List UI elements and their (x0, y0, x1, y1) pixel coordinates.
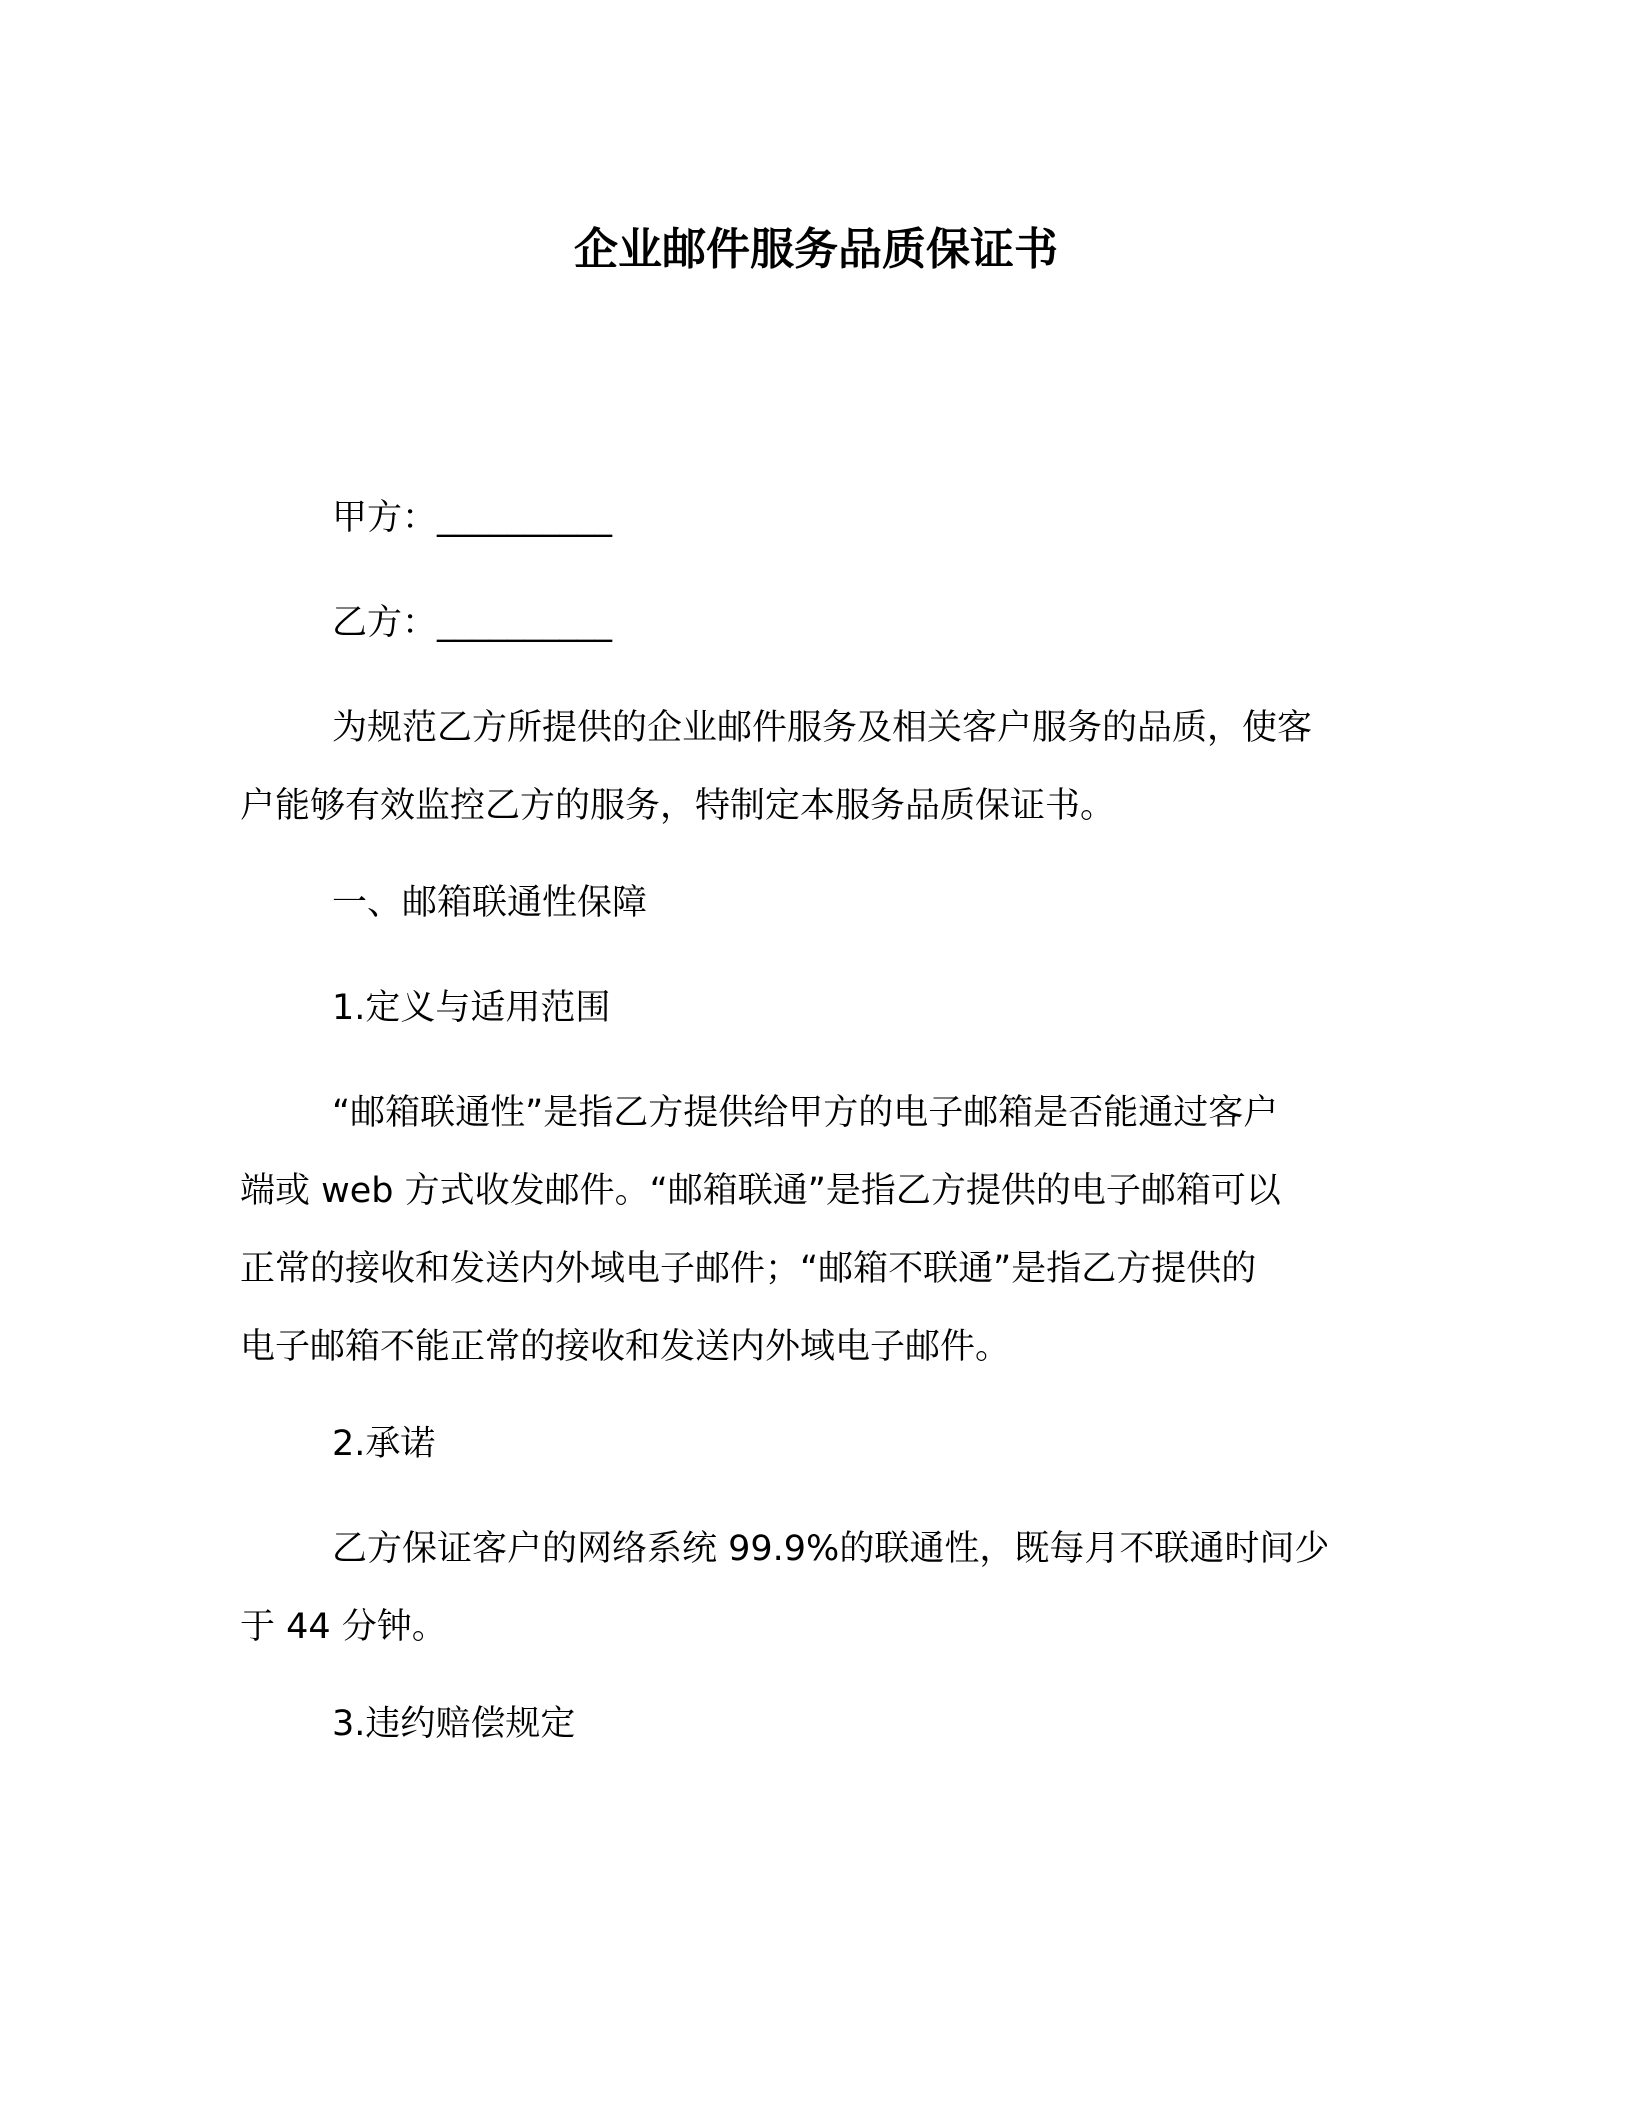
definition-line-4: 电子邮箱不能正常的接收和发送内外域电子邮件。 (240, 1327, 1011, 1367)
section-1-heading: 一、邮箱联通性保障 (332, 883, 648, 923)
subsection-1-heading: 1.定义与适用范围 (332, 988, 611, 1028)
intro-line-1: 为规范乙方所提供的企业邮件服务及相关客户服务的品质，使客 (332, 708, 1313, 748)
commitment-line-1: 乙方保证客户的网络系统 99.9%的联通性，既每月不联通时间少 (332, 1529, 1330, 1569)
commitment-line-2: 于 44 分钟。 (240, 1607, 447, 1647)
intro-line-2: 户能够有效监控乙方的服务，特制定本服务品质保证书。 (240, 786, 1116, 826)
subsection-3-heading: 3.违约赔偿规定 (332, 1704, 576, 1744)
definition-line-3: 正常的接收和发送内外域电子邮件；“邮箱不联通”是指乙方提供的 (240, 1249, 1257, 1289)
party-a-line: 甲方：__________ (332, 498, 613, 538)
document-title: 企业邮件服务品质保证书 (574, 224, 1058, 275)
party-b-line: 乙方：__________ (332, 603, 613, 643)
definition-line-2: 端或 web 方式收发邮件。“邮箱联通”是指乙方提供的电子邮箱可以 (240, 1171, 1281, 1211)
subsection-2-heading: 2.承诺 (332, 1424, 436, 1464)
definition-line-1: “邮箱联通性”是指乙方提供给甲方的电子邮箱是否能通过客户 (332, 1093, 1279, 1133)
